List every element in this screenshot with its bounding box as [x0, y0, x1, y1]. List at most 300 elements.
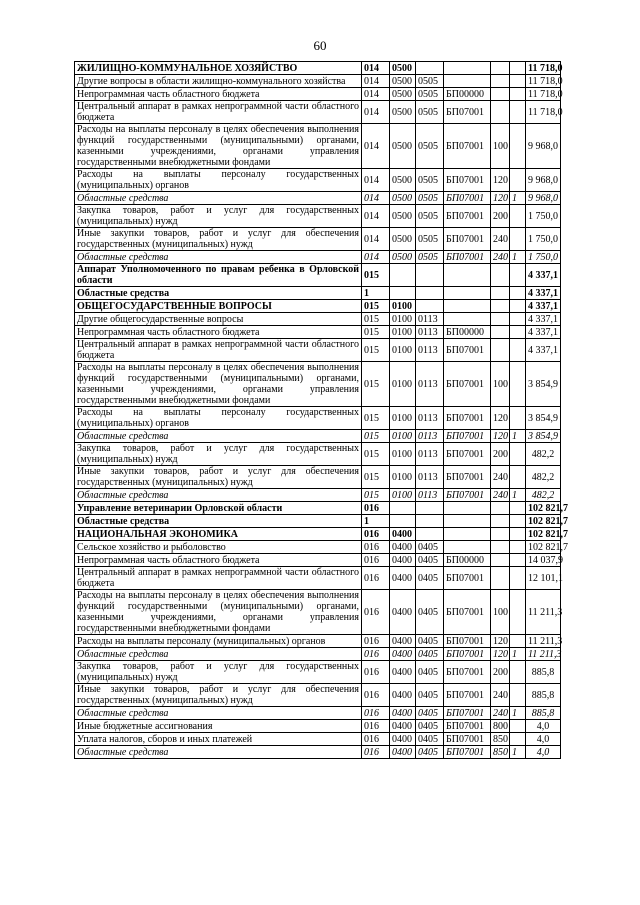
table-row [75, 720, 561, 733]
section-code: 0500 [390, 228, 416, 251]
section-code: 0500 [390, 88, 416, 101]
subsection-code: 0113 [416, 466, 444, 489]
grbs-code: 014 [362, 75, 390, 88]
subsection-code: 0505 [416, 205, 444, 228]
expense-type-code [491, 554, 510, 567]
grbs-code: 014 [362, 228, 390, 251]
target-article-code: БП07001 [444, 733, 491, 746]
grbs-code: 015 [362, 326, 390, 339]
row-name: Расходы на выплаты персоналу в целях обеспечения выполнения функций государственными (муниципальными) органами, казенными учреждениями, органами управления государственными внебюджетными фондами [75, 362, 362, 407]
row-name: Расходы на выплаты персоналу (муниципальных) органов [75, 635, 362, 648]
subsection-code: 0505 [416, 88, 444, 101]
funding-source-code: 1 [510, 489, 526, 502]
section-code: 0500 [390, 75, 416, 88]
grbs-code: 014 [362, 101, 390, 124]
row-name: Центральный аппарат в рамках непрограммной части областного бюджета [75, 339, 362, 362]
subsection-code: 0405 [416, 567, 444, 590]
expense-type-code: 120 [491, 635, 510, 648]
amount: 102 821,7 [526, 515, 561, 528]
grbs-code: 016 [362, 635, 390, 648]
section-code: 0500 [390, 101, 416, 124]
subsection-code: 0405 [416, 648, 444, 661]
table-row [75, 251, 561, 264]
grbs-code: 014 [362, 124, 390, 169]
table-row [75, 541, 561, 554]
funding-source-code [510, 326, 526, 339]
section-code: 0400 [390, 541, 416, 554]
table-row [75, 287, 561, 300]
table-row [75, 124, 561, 169]
expense-type-code [491, 62, 510, 75]
table-row [75, 88, 561, 101]
subsection-code: 0505 [416, 101, 444, 124]
table-row [75, 590, 561, 635]
target-article-code [444, 62, 491, 75]
subsection-code: 0113 [416, 339, 444, 362]
section-code: 0400 [390, 707, 416, 720]
section-code: 0100 [390, 407, 416, 430]
row-name: Областные средства [75, 192, 362, 205]
table-row [75, 528, 561, 541]
funding-source-code [510, 205, 526, 228]
table-row [75, 635, 561, 648]
expense-type-code [491, 300, 510, 313]
amount: 11 718,0 [526, 101, 561, 124]
funding-source-code [510, 124, 526, 169]
target-article-code: БП07001 [444, 590, 491, 635]
grbs-code: 1 [362, 515, 390, 528]
row-name: Расходы на выплаты персоналу в целях обеспечения выполнения функций государственными (муниципальными) органами, казенными учреждениями, органами управления государственными внебюджетными фондами [75, 590, 362, 635]
grbs-code: 014 [362, 251, 390, 264]
amount: 1 750,0 [526, 251, 561, 264]
amount: 4,0 [526, 746, 561, 759]
expense-type-code: 100 [491, 124, 510, 169]
budget-table [74, 61, 568, 759]
amount: 4 337,1 [526, 264, 561, 287]
target-article-code: БП07001 [444, 205, 491, 228]
subsection-code: 0405 [416, 590, 444, 635]
grbs-code: 016 [362, 746, 390, 759]
grbs-code: 015 [362, 489, 390, 502]
section-code: 0500 [390, 169, 416, 192]
section-code [390, 287, 416, 300]
target-article-code: БП07001 [444, 489, 491, 502]
grbs-code: 014 [362, 88, 390, 101]
amount: 4 337,1 [526, 300, 561, 313]
funding-source-code [510, 407, 526, 430]
target-article-code: БП07001 [444, 407, 491, 430]
target-article-code [444, 502, 491, 515]
expense-type-code: 200 [491, 205, 510, 228]
section-code: 0100 [390, 326, 416, 339]
table-row [75, 430, 561, 443]
row-name: Аппарат Уполномоченного по правам ребенка в Орловской области [75, 264, 362, 287]
row-name: Областные средства [75, 746, 362, 759]
target-article-code [444, 287, 491, 300]
row-name: Непрограммная часть областного бюджета [75, 554, 362, 567]
subsection-code: 0405 [416, 707, 444, 720]
row-name: НАЦИОНАЛЬНАЯ ЭКОНОМИКА [75, 528, 362, 541]
amount: 3 854,9 [526, 430, 561, 443]
subsection-code [416, 502, 444, 515]
amount: 102 821,7 [526, 541, 561, 554]
expense-type-code: 240 [491, 228, 510, 251]
amount: 3 854,9 [526, 407, 561, 430]
table-row [75, 684, 561, 707]
grbs-code: 015 [362, 313, 390, 326]
target-article-code [444, 515, 491, 528]
expense-type-code: 850 [491, 733, 510, 746]
amount: 885,8 [526, 661, 561, 684]
subsection-code: 0405 [416, 720, 444, 733]
subsection-code: 0113 [416, 313, 444, 326]
funding-source-code: 1 [510, 707, 526, 720]
section-code: 0400 [390, 661, 416, 684]
table-row [75, 169, 561, 192]
target-article-code: БП07001 [444, 746, 491, 759]
grbs-code: 014 [362, 62, 390, 75]
funding-source-code: 1 [510, 648, 526, 661]
table-row [75, 707, 561, 720]
funding-source-code [510, 313, 526, 326]
section-code: 0100 [390, 443, 416, 466]
table-row [75, 567, 561, 590]
funding-source-code: 1 [510, 251, 526, 264]
target-article-code: БП07001 [444, 362, 491, 407]
table-row [75, 75, 561, 88]
row-name: Уплата налогов, сборов и иных платежей [75, 733, 362, 746]
row-name: Областные средства [75, 648, 362, 661]
amount: 1 750,0 [526, 228, 561, 251]
grbs-code: 014 [362, 205, 390, 228]
subsection-code: 0113 [416, 489, 444, 502]
section-code: 0500 [390, 62, 416, 75]
row-name: Закупка товаров, работ и услуг для государственных (муниципальных) нужд [75, 661, 362, 684]
section-code: 0100 [390, 430, 416, 443]
grbs-code: 016 [362, 590, 390, 635]
target-article-code: БП07001 [444, 567, 491, 590]
grbs-code: 016 [362, 733, 390, 746]
expense-type-code [491, 339, 510, 362]
row-name: Иные бюджетные ассигнования [75, 720, 362, 733]
expense-type-code: 850 [491, 746, 510, 759]
subsection-code [416, 264, 444, 287]
expense-type-code [491, 567, 510, 590]
table-row [75, 362, 561, 407]
amount: 885,8 [526, 684, 561, 707]
grbs-code: 016 [362, 502, 390, 515]
grbs-code: 015 [362, 300, 390, 313]
row-name: Непрограммная часть областного бюджета [75, 88, 362, 101]
subsection-code: 0505 [416, 251, 444, 264]
subsection-code: 0113 [416, 430, 444, 443]
grbs-code: 016 [362, 661, 390, 684]
target-article-code [444, 313, 491, 326]
funding-source-code: 1 [510, 746, 526, 759]
expense-type-code [491, 101, 510, 124]
target-article-code: БП07001 [444, 684, 491, 707]
funding-source-code [510, 554, 526, 567]
amount: 4 337,1 [526, 287, 561, 300]
expense-type-code: 240 [491, 251, 510, 264]
row-name: ОБЩЕГОСУДАРСТВЕННЫЕ ВОПРОСЫ [75, 300, 362, 313]
row-name: Закупка товаров, работ и услуг для государственных (муниципальных) нужд [75, 443, 362, 466]
amount: 11 211,3 [526, 648, 561, 661]
target-article-code [444, 264, 491, 287]
amount: 4,0 [526, 733, 561, 746]
expense-type-code: 120 [491, 430, 510, 443]
grbs-code: 015 [362, 362, 390, 407]
amount: 12 101,1 [526, 567, 561, 590]
subsection-code: 0405 [416, 635, 444, 648]
row-name: Областные средства [75, 707, 362, 720]
grbs-code: 015 [362, 443, 390, 466]
section-code: 0400 [390, 733, 416, 746]
funding-source-code [510, 720, 526, 733]
section-code: 0100 [390, 466, 416, 489]
amount: 11 211,3 [526, 590, 561, 635]
expense-type-code: 240 [491, 684, 510, 707]
amount: 11 718,0 [526, 75, 561, 88]
amount: 11 211,3 [526, 635, 561, 648]
subsection-code [416, 300, 444, 313]
subsection-code: 0113 [416, 326, 444, 339]
table-row [75, 407, 561, 430]
section-code: 0100 [390, 489, 416, 502]
expense-type-code: 200 [491, 443, 510, 466]
section-code: 0500 [390, 124, 416, 169]
funding-source-code: 1 [510, 192, 526, 205]
section-code: 0400 [390, 554, 416, 567]
table-row [75, 101, 561, 124]
expense-type-code: 120 [491, 407, 510, 430]
expense-type-code [491, 287, 510, 300]
section-code: 0500 [390, 205, 416, 228]
target-article-code: БП07001 [444, 707, 491, 720]
table-row [75, 264, 561, 287]
funding-source-code [510, 62, 526, 75]
subsection-code: 0505 [416, 192, 444, 205]
grbs-code: 016 [362, 541, 390, 554]
table-body [75, 62, 568, 759]
expense-type-code [491, 264, 510, 287]
target-article-code: БП07001 [444, 443, 491, 466]
table-row [75, 192, 561, 205]
section-code: 0400 [390, 528, 416, 541]
expense-type-code: 120 [491, 169, 510, 192]
funding-source-code [510, 169, 526, 192]
row-name: Центральный аппарат в рамках непрограммной части областного бюджета [75, 567, 362, 590]
expense-type-code: 800 [491, 720, 510, 733]
amount: 9 968,0 [526, 169, 561, 192]
expense-type-code: 100 [491, 362, 510, 407]
target-article-code: БП07001 [444, 124, 491, 169]
row-name: Иные закупки товаров, работ и услуг для обеспечения государственных (муниципальных) нужд [75, 466, 362, 489]
amount: 482,2 [526, 489, 561, 502]
target-article-code: БП07001 [444, 192, 491, 205]
expense-type-code: 200 [491, 661, 510, 684]
section-code: 0100 [390, 313, 416, 326]
row-name: Расходы на выплаты персоналу государственных (муниципальных) органов [75, 407, 362, 430]
subsection-code: 0505 [416, 124, 444, 169]
target-article-code [444, 541, 491, 554]
expense-type-code [491, 75, 510, 88]
section-code: 0400 [390, 635, 416, 648]
target-article-code: БП07001 [444, 251, 491, 264]
table-row [75, 62, 561, 75]
amount: 885,8 [526, 707, 561, 720]
amount: 102 821,7 [526, 502, 561, 515]
subsection-code: 0113 [416, 407, 444, 430]
subsection-code: 0405 [416, 684, 444, 707]
funding-source-code [510, 515, 526, 528]
target-article-code [444, 75, 491, 88]
funding-source-code [510, 733, 526, 746]
expense-type-code [491, 502, 510, 515]
expense-type-code: 100 [491, 590, 510, 635]
target-article-code: БП07001 [444, 101, 491, 124]
row-name: Расходы на выплаты персоналу в целях обеспечения выполнения функций государственными (муниципальными) органами, казенными учреждениями, органами управления государственными внебюджетными фондами [75, 124, 362, 169]
subsection-code [416, 287, 444, 300]
section-code: 0500 [390, 251, 416, 264]
section-code: 0400 [390, 590, 416, 635]
grbs-code: 014 [362, 169, 390, 192]
grbs-code: 016 [362, 528, 390, 541]
row-name: Областные средства [75, 515, 362, 528]
grbs-code: 016 [362, 720, 390, 733]
amount: 3 854,9 [526, 362, 561, 407]
funding-source-code [510, 541, 526, 554]
funding-source-code [510, 300, 526, 313]
funding-source-code [510, 75, 526, 88]
target-article-code: БП07001 [444, 635, 491, 648]
expense-type-code [491, 326, 510, 339]
grbs-code: 016 [362, 648, 390, 661]
table-row [75, 733, 561, 746]
amount: 4,0 [526, 720, 561, 733]
row-name: Сельское хозяйство и рыболовство [75, 541, 362, 554]
expense-type-code: 120 [491, 648, 510, 661]
amount: 11 718,0 [526, 62, 561, 75]
funding-source-code [510, 684, 526, 707]
funding-source-code [510, 635, 526, 648]
table-row [75, 300, 561, 313]
grbs-code: 016 [362, 567, 390, 590]
grbs-code: 016 [362, 684, 390, 707]
target-article-code: БП07001 [444, 339, 491, 362]
row-name: Областные средства [75, 489, 362, 502]
amount: 14 037,9 [526, 554, 561, 567]
funding-source-code [510, 443, 526, 466]
target-article-code: БП07001 [444, 466, 491, 489]
target-article-code: БП07001 [444, 430, 491, 443]
grbs-code: 015 [362, 339, 390, 362]
subsection-code: 0405 [416, 541, 444, 554]
section-code: 0400 [390, 746, 416, 759]
section-code: 0400 [390, 648, 416, 661]
grbs-code: 014 [362, 192, 390, 205]
target-article-code [444, 528, 491, 541]
row-name: Областные средства [75, 251, 362, 264]
row-name: Центральный аппарат в рамках непрограммной части областного бюджета [75, 101, 362, 124]
funding-source-code [510, 101, 526, 124]
table-row [75, 466, 561, 489]
section-code: 0400 [390, 684, 416, 707]
subsection-code [416, 515, 444, 528]
funding-source-code [510, 567, 526, 590]
funding-source-code [510, 590, 526, 635]
grbs-code: 015 [362, 466, 390, 489]
table-row [75, 502, 561, 515]
expense-type-code: 240 [491, 707, 510, 720]
row-name: Расходы на выплаты персоналу государственных (муниципальных) органов [75, 169, 362, 192]
subsection-code: 0505 [416, 169, 444, 192]
table-row [75, 228, 561, 251]
expense-type-code [491, 88, 510, 101]
funding-source-code [510, 502, 526, 515]
funding-source-code: 1 [510, 430, 526, 443]
amount: 11 718,0 [526, 88, 561, 101]
expense-type-code [491, 313, 510, 326]
funding-source-code [510, 528, 526, 541]
target-article-code: БП07001 [444, 720, 491, 733]
section-code [390, 502, 416, 515]
target-article-code: БП07001 [444, 228, 491, 251]
target-article-code [444, 300, 491, 313]
subsection-code: 0405 [416, 661, 444, 684]
section-code: 0100 [390, 362, 416, 407]
row-name: Областные средства [75, 287, 362, 300]
subsection-code: 0405 [416, 746, 444, 759]
grbs-code: 016 [362, 554, 390, 567]
amount: 102 821,7 [526, 528, 561, 541]
row-name: Иные закупки товаров, работ и услуг для обеспечения государственных (муниципальных) нужд [75, 684, 362, 707]
subsection-code [416, 62, 444, 75]
funding-source-code [510, 264, 526, 287]
table-row [75, 648, 561, 661]
table-row [75, 746, 561, 759]
row-name: Непрограммная часть областного бюджета [75, 326, 362, 339]
subsection-code: 0505 [416, 75, 444, 88]
funding-source-code [510, 362, 526, 407]
amount: 482,2 [526, 466, 561, 489]
grbs-code: 015 [362, 407, 390, 430]
table-row [75, 443, 561, 466]
target-article-code: БП07001 [444, 661, 491, 684]
page-number: 60 [313, 38, 327, 53]
expense-type-code [491, 541, 510, 554]
grbs-code: 015 [362, 264, 390, 287]
amount: 482,2 [526, 443, 561, 466]
target-article-code: БП07001 [444, 169, 491, 192]
section-code [390, 515, 416, 528]
row-name: Другие вопросы в области жилищно-коммунального хозяйства [75, 75, 362, 88]
target-article-code: БП00000 [444, 88, 491, 101]
funding-source-code [510, 466, 526, 489]
table-row [75, 326, 561, 339]
grbs-code: 016 [362, 707, 390, 720]
grbs-code: 015 [362, 430, 390, 443]
section-code: 0400 [390, 720, 416, 733]
subsection-code: 0113 [416, 362, 444, 407]
subsection-code: 0113 [416, 443, 444, 466]
section-code: 0100 [390, 339, 416, 362]
table-row [75, 489, 561, 502]
amount: 1 750,0 [526, 205, 561, 228]
target-article-code: БП00000 [444, 554, 491, 567]
table-row [75, 515, 561, 528]
row-name: ЖИЛИЩНО-КОММУНАЛЬНОЕ ХОЗЯЙСТВО [75, 62, 362, 75]
